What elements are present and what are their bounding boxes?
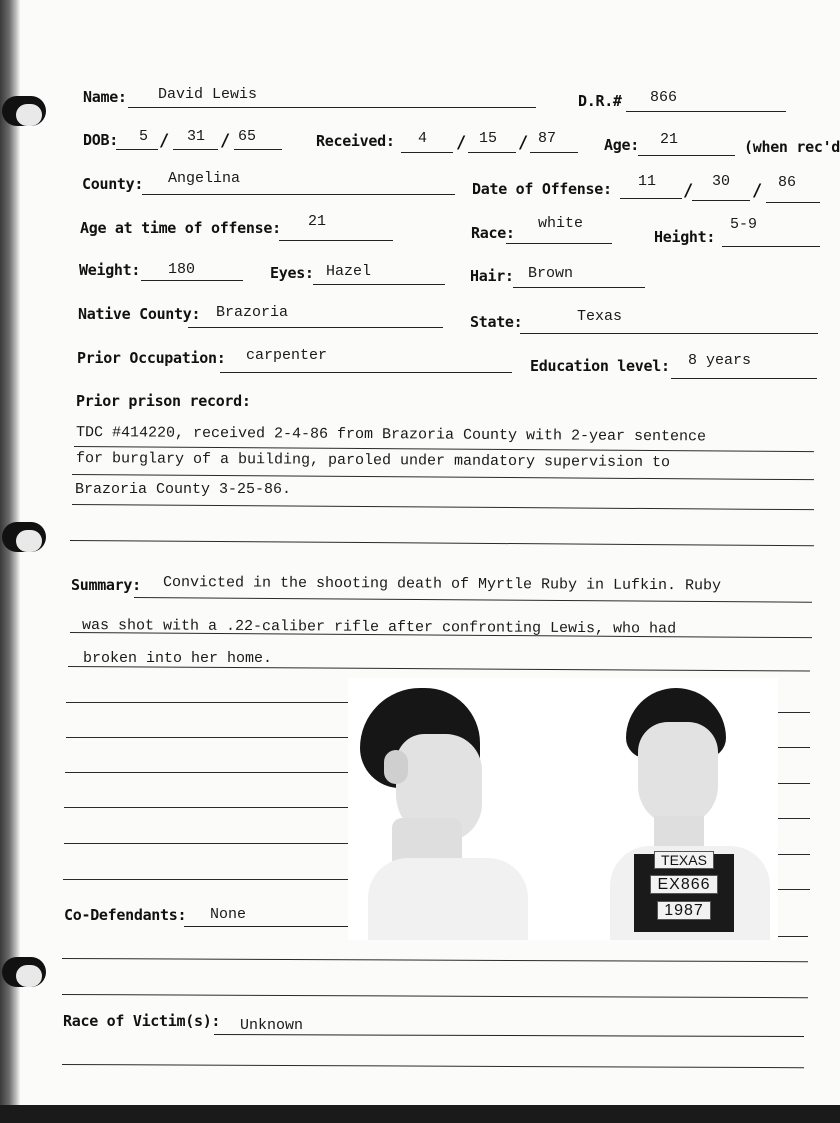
received-month: 4 (418, 130, 428, 147)
age-offense-label: Age at time of offense: (80, 219, 281, 237)
date-slash: / (683, 181, 694, 201)
received-day: 15 (479, 130, 498, 147)
blank-rule (62, 1064, 804, 1068)
received-day-underline (468, 152, 516, 153)
offense-month: 11 (638, 173, 657, 190)
prior-record-line-3: Brazoria County 3-25-86. (75, 481, 292, 498)
age-label: Age: (604, 136, 639, 154)
eyes-label: Eyes: (270, 264, 314, 282)
offense-year: 86 (778, 174, 797, 191)
county-label: County: (82, 175, 144, 193)
blank-rule (62, 994, 808, 998)
prior-record-rule (72, 504, 814, 510)
dr-label: D.R.# (578, 92, 622, 110)
hair-value: Brown (528, 265, 574, 282)
codefendants-underline (184, 926, 348, 927)
dob-month-underline (116, 149, 158, 150)
scan-edge-left (0, 0, 20, 1110)
victim-race-underline (214, 1034, 804, 1037)
prior-record-line-1: TDC #414220, received 2-4-86 from Brazoria County with 2-year sentence (75, 424, 707, 446)
eyes-underline (313, 284, 445, 285)
blank-rule (778, 747, 810, 748)
codefendants-label: Co-Defendants: (64, 906, 187, 924)
education-value: 8 years (688, 352, 752, 369)
blank-rule (778, 783, 810, 784)
weight-underline (141, 280, 243, 281)
weight-label: Weight: (79, 261, 141, 279)
received-year-underline (530, 152, 578, 153)
codefendants-value: None (210, 906, 247, 923)
blank-rule (66, 702, 348, 703)
dob-year: 65 (238, 128, 257, 145)
summary-rule (134, 597, 812, 603)
dr-value: 866 (650, 89, 678, 106)
height-value: 5-9 (730, 216, 758, 233)
date-slash: / (518, 133, 529, 153)
native-county-label: Native County: (78, 305, 201, 323)
height-underline (722, 246, 820, 247)
age-offense-underline (279, 240, 393, 241)
date-slash: / (752, 181, 763, 201)
id-placard (634, 854, 734, 932)
summary-line-2: was shot with a .22-caliber rifle after confronting Lewis, who had (81, 617, 677, 638)
binder-hole-icon (2, 96, 46, 126)
dob-day: 31 (187, 128, 206, 145)
mugshot-photo (348, 678, 778, 940)
blank-rule (64, 807, 348, 808)
blank-rule (778, 936, 808, 937)
received-label: Received: (316, 132, 395, 150)
received-year: 87 (538, 130, 557, 147)
county-value: Angelina (168, 170, 241, 187)
dob-label: DOB: (83, 131, 118, 149)
placard-number: EX866 (634, 876, 734, 894)
scan-edge-bottom (0, 1105, 840, 1123)
blank-rule (65, 772, 348, 773)
date-slash: / (159, 131, 170, 151)
blank-rule (778, 712, 810, 713)
summary-label: Summary: (71, 576, 141, 594)
placard-year: 1987 (634, 902, 734, 920)
race-label: Race: (471, 224, 515, 242)
hair-label: Hair: (470, 267, 514, 285)
received-month-underline (401, 152, 453, 153)
blank-rule (66, 737, 348, 738)
date-slash: / (456, 133, 467, 153)
occupation-underline (220, 372, 512, 373)
summary-line-3: broken into her home. (83, 650, 273, 667)
blank-rule (778, 854, 810, 855)
profile-shirt (368, 858, 528, 940)
occupation-label: Prior Occupation: (77, 349, 226, 367)
dob-month: 5 (139, 128, 149, 145)
front-face (638, 722, 718, 826)
state-underline (520, 333, 818, 334)
blank-rule (62, 958, 808, 962)
placard-state: TEXAS (634, 852, 734, 868)
age-value: 21 (660, 131, 679, 148)
prior-record-rule (70, 540, 814, 546)
name-label: Name: (83, 88, 127, 106)
prior-record-line-2: for burglary of a building, paroled under mandatory supervision to (75, 450, 671, 472)
binder-hole-icon (2, 957, 46, 987)
offense-month-underline (620, 198, 682, 199)
summary-line-1: Convicted in the shooting death of Myrtle Ruby in Lufkin. Ruby (162, 574, 722, 595)
native-county-underline (188, 327, 443, 328)
blank-rule (778, 818, 810, 819)
education-underline (671, 378, 817, 379)
offense-year-underline (766, 202, 820, 203)
dob-day-underline (173, 149, 218, 150)
victim-race-value: Unknown (240, 1017, 304, 1034)
weight-value: 180 (168, 261, 196, 278)
county-underline (142, 194, 455, 195)
hair-underline (513, 287, 645, 288)
race-value: white (538, 215, 584, 232)
education-label: Education level: (530, 357, 670, 375)
occupation-value: carpenter (246, 347, 328, 364)
date-slash: / (220, 131, 231, 151)
height-label: Height: (654, 228, 716, 246)
binder-hole-icon (2, 522, 46, 552)
native-county-value: Brazoria (216, 304, 289, 321)
age-underline (638, 155, 735, 156)
dr-underline (626, 111, 786, 112)
summary-rule (68, 666, 810, 672)
blank-rule (64, 843, 348, 844)
prior-record-label: Prior prison record: (76, 392, 251, 410)
name-value: David Lewis (158, 86, 258, 103)
offense-day: 30 (712, 173, 731, 190)
profile-ear (384, 750, 408, 784)
offense-date-label: Date of Offense: (472, 180, 612, 198)
blank-rule (63, 879, 348, 880)
when-received-note: (when rec'd (744, 138, 840, 156)
name-underline (128, 107, 536, 108)
offense-day-underline (692, 200, 750, 201)
age-offense-value: 21 (308, 213, 327, 230)
state-label: State: (470, 313, 523, 331)
state-value: Texas (577, 308, 623, 325)
prior-record-rule (72, 474, 814, 480)
victim-race-label: Race of Victim(s): (63, 1012, 221, 1030)
eyes-value: Hazel (326, 263, 372, 280)
dob-year-underline (234, 149, 282, 150)
race-underline (506, 243, 612, 244)
blank-rule (778, 889, 810, 890)
